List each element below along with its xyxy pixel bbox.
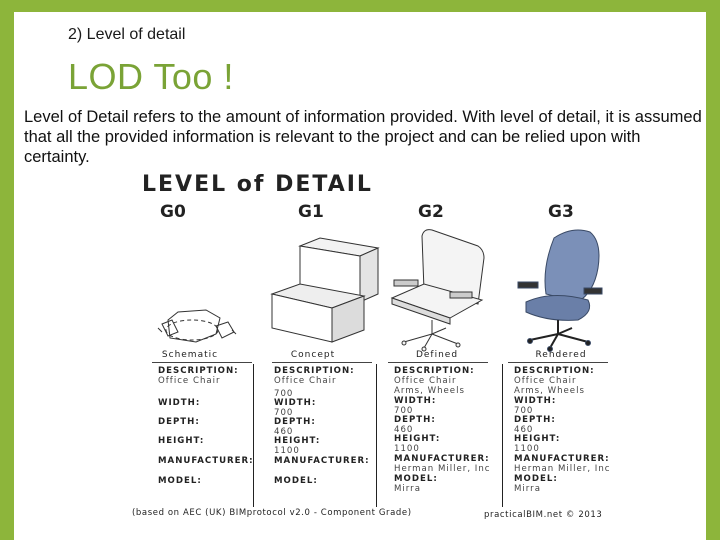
- description-label: DESCRIPTION:: [514, 366, 595, 376]
- width-value: 700: [274, 408, 294, 418]
- schematic-chair-plan: [158, 310, 236, 342]
- grade-label-g3: G3: [548, 202, 574, 222]
- height-value: 1100: [274, 446, 300, 456]
- width-label: WIDTH:: [158, 398, 201, 408]
- manufacturer-value: Herman Miller, Inc: [394, 464, 491, 474]
- caption-g1: Concept: [290, 350, 336, 360]
- defined-chair: [392, 230, 484, 351]
- description-label: DESCRIPTION:: [158, 366, 239, 376]
- depth-label: DEPTH:: [514, 415, 556, 425]
- grade-label-g2: G2: [418, 202, 444, 222]
- description-label: DESCRIPTION:: [394, 366, 475, 376]
- section-label: 2) Level of detail: [68, 26, 186, 43]
- divider-g0: [152, 362, 252, 363]
- caption-g0: Schematic: [161, 350, 219, 360]
- description-value: Office Chair: [158, 376, 221, 386]
- column-rule-2: [376, 364, 377, 507]
- height-label: HEIGHT:: [158, 436, 205, 446]
- grade-label-g0: G0: [160, 202, 186, 222]
- manufacturer-label: MANUFACTURER:: [158, 456, 254, 466]
- figure-credit: practicalBIM.net © 2013: [484, 510, 603, 520]
- height-value: 1100: [514, 444, 540, 454]
- width-label: WIDTH:: [394, 396, 437, 406]
- model-label: MODEL:: [274, 476, 318, 486]
- lod-figure: [132, 172, 612, 532]
- slide-title: LOD Too !: [68, 56, 234, 97]
- depth-label: DEPTH:: [394, 415, 436, 425]
- divider-g2: [388, 362, 488, 363]
- description-extra: Arms, Wheels: [394, 386, 465, 396]
- figure-footnote: (based on AEC (UK) BIMprotocol v2.0 - Component Grade): [132, 508, 412, 518]
- height-label: HEIGHT:: [514, 434, 561, 444]
- caption-g3: Rendered: [535, 350, 587, 360]
- description-value: Office Chair: [514, 376, 577, 386]
- model-value: Mirra: [514, 484, 541, 494]
- manufacturer-label: MANUFACTURER:: [394, 454, 490, 464]
- depth-label: DEPTH:: [158, 417, 200, 427]
- description-value: Office Chair: [394, 376, 457, 386]
- concept-chair-block: [272, 238, 378, 342]
- height-value: 1100: [394, 444, 420, 454]
- width-value: 700: [394, 406, 414, 416]
- model-label: MODEL:: [514, 474, 558, 484]
- model-value: Mirra: [394, 484, 421, 494]
- slide: [14, 12, 706, 540]
- divider-g3: [508, 362, 608, 363]
- depth-label: DEPTH:: [274, 417, 316, 427]
- manufacturer-value: Herman Miller, Inc: [514, 464, 611, 474]
- depth-value: 460: [514, 425, 534, 435]
- depth-value: 460: [274, 427, 294, 437]
- rendered-chair: [518, 230, 602, 352]
- body-paragraph: Level of Detail refers to the amount of information provided. With level of detail, it is assumed that all the provided information is relevant to the project and can be relied upon with certainty.: [24, 108, 702, 166]
- height-label: HEIGHT:: [274, 436, 321, 446]
- depth-value: 460: [394, 425, 414, 435]
- width-value: 700: [274, 389, 294, 399]
- divider-g1: [272, 362, 372, 363]
- column-rule-1: [253, 364, 254, 507]
- height-label: HEIGHT:: [394, 434, 441, 444]
- width-label: WIDTH:: [514, 396, 557, 406]
- figure-title: LEVEL of DETAIL: [142, 172, 373, 197]
- chair-illustrations: [132, 172, 612, 352]
- caption-g2: Defined: [415, 350, 459, 360]
- manufacturer-label: MANUFACTURER:: [514, 454, 610, 464]
- description-label: DESCRIPTION:: [274, 366, 355, 376]
- grade-label-g1: G1: [298, 202, 324, 222]
- width-value: 700: [514, 406, 534, 416]
- description-value: Office Chair: [274, 376, 337, 386]
- model-label: MODEL:: [394, 474, 438, 484]
- width-label: WIDTH:: [274, 398, 317, 408]
- model-label: MODEL:: [158, 476, 202, 486]
- column-rule-3: [502, 364, 503, 507]
- manufacturer-label: MANUFACTURER:: [274, 456, 370, 466]
- description-extra: Arms, Wheels: [514, 386, 585, 396]
